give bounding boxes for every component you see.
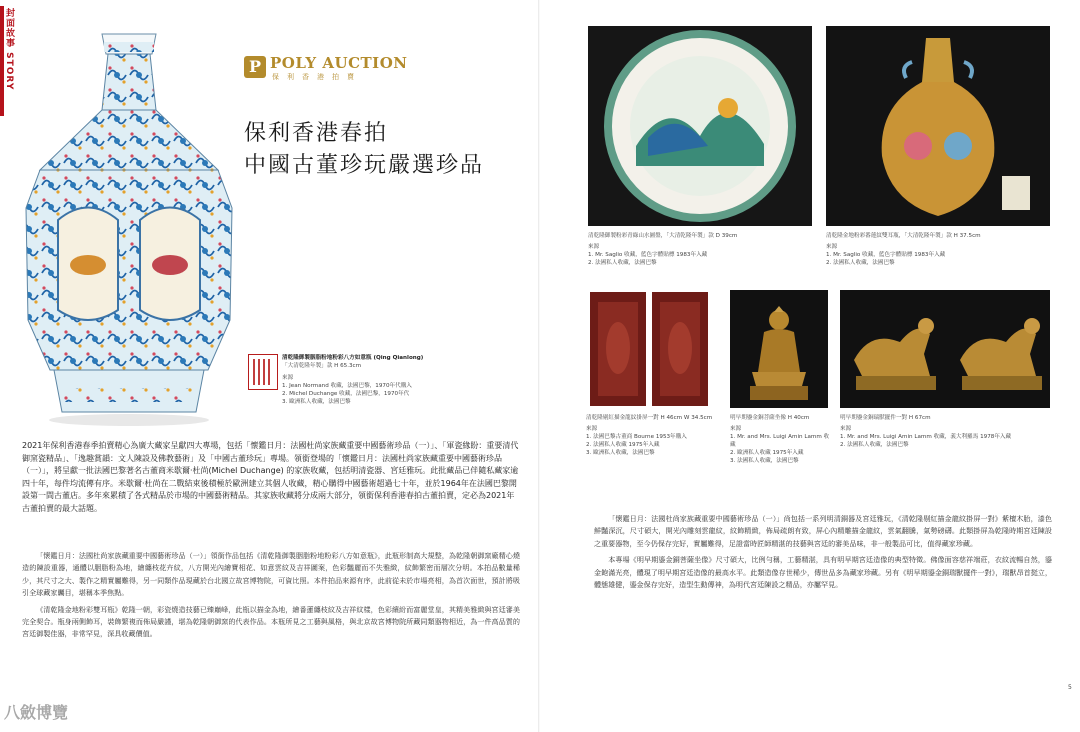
main-vase-caption (282, 354, 494, 406)
logo-subtitle: 保利香港拍賣 (272, 73, 362, 81)
gold-vase-caption-provenance: 來源 1. Mr. Saglio 收藏，藍色字體貼標 1983年入藏 2. 法國私人收藏，法國巴黎 (826, 244, 946, 266)
right-page (540, 0, 1080, 732)
gold-vase-caption (826, 232, 1050, 267)
gold-vase-photo (826, 26, 1050, 226)
seal-pattern (253, 359, 273, 385)
gilt-beasts-caption-provenance: 來源 1. Mr. and Mrs. Luigi Amin Lamm 收藏，義大利羅馬 1978年入藏 2. 法國私人收藏，法國巴黎 (840, 426, 1012, 448)
right-paragraph-1: 「懷鑑日月：法國杜尚家族藏重要中國藝術珍品（一）」尚包括一系列明清銅器及宮廷雅玩，《清乾隆剔紅描金龍紋掛屏一對》紫檀木胎，漆色鮮豔深沉，尺寸碩大，開光內雕刻雲龍紋，紋飾精緻，佈局疏朗有致，屏心內精雕描金龍紋，雲氣翻騰，氣勢磅礴。此類掛屏為乾隆時期宮廷陳設之重要器物，至今仍保存完好，實屬難得，足證當時匠師精湛的技藝與宮廷的審美品味，非一般製品可比，值得藏家珍藏。 (594, 514, 1052, 548)
lacquer-panels-caption-title: 清乾隆剔紅描金龍紋掛屏一對 H 46cm W 34.5cm (586, 415, 712, 421)
article-headline (244, 118, 524, 182)
intro-paragraph: 2021年保利香港春季拍賣精心為廣大藏家呈獻四大專場，包括「懷鑑日月：法國杜尚家族藏重要中國藝術珍品（一）」、「軍瓷緣盼：重要清代御窯瓷精品」、「逸趣賞韻：文人陳設及佛教藝術」及「中國古董珍玩」專場。領銜登場的「懷鑑日月：法國杜尚家族藏重要中國藝術珍品（一）」，將呈獻一批法國巴黎著名古董商米歇爾·杜尚(Michel Duchange) 的家族收藏，包括明清瓷器、宮廷雅玩。此批藏品已伴隨私藏家逾四十年，每件均流傳有序。米歇爾·杜尚在二戰結束後積極於歐洲建立其個人收藏，精心購得中國藝術超過七十年，並於1964年在法國巴黎開設第一間古董店。多年來累積了各式精品於市場的中國藝術精品。其家族收藏將分成兩大部分，領銜保利香港春拍古董拍賣，定必為2021年古董拍賣的最大話題。 (22, 441, 519, 513)
right-body-text (594, 513, 1052, 595)
page-number: 5 (1068, 684, 1072, 691)
left-body-text (22, 550, 520, 645)
main-vase-photo (18, 20, 240, 438)
main-vase-provenance-label: 來源 (282, 375, 294, 381)
right-paragraph-2: 本專場《明早期鎏金銅菩薩坐像》尺寸碩大，比例勻稱，工藝精湛，具有明早期宮廷造像的典型特徵。佛像面容慈祥端莊，衣紋流暢自然，鎏金飽滿光亮，體現了明早期宮廷造像的最高水平。此類造像存世稀少，傳世品多為藏家珍藏。另有《明早期鎏金銅瑞獸擺件一對》，瑞獸昂首挺立，體態雄健，鎏金保存完好，造型生動傳神，為明代宮廷陳設之精品，亦屬罕見。 (594, 555, 1052, 590)
logo-mark: P (244, 56, 266, 78)
left-paragraph-1: 「懷鑑日月：法國杜尚家族藏重要中國藝術珍品（一）」領銜作品包括《清乾隆御製胭脂粉地粉彩八方如意瓶》，此瓶形制高大規整，為乾隆朝御窯廠精心燒造的陳設重器，通體以胭脂粉為地，繪纏枝花卉紋，八方開光內繪寶相花、如意雲紋及吉祥圖案，色彩豔麗而不失雅緻，紋飾繁密而層次分明。本拍品數量稀少，其尺寸之大、製作之精實屬難得，另一同類作品現藏於台北國立故宮博物院，可資比照。本件拍品來源有序，此前從未於市場亮相，為首次面世，預計將吸引全球藏家矚目，堪稱本季焦點。 (22, 551, 520, 598)
gilt-beasts-caption (840, 414, 1050, 449)
column-tab-label: 封面故事 STORY (4, 8, 14, 91)
logo-name: POLY AUCTION (270, 54, 408, 72)
gold-vase-caption-title: 清乾隆金地粉彩番蓮紋雙耳瓶，「大清乾隆年製」款 H 37.5cm (826, 233, 981, 239)
main-vase-provenance-3: 3. 歐洲私人收藏，法國巴黎 (282, 399, 351, 405)
plate-caption-title: 清乾隆御製粉彩青綠山水圖盤，「大清乾隆年製」款 D 39cm (588, 233, 738, 239)
plate-caption-provenance: 來源 1. Mr. Saglio 收藏，藍色字體貼標 1983年入藏 2. 法國私人收藏，法國巴黎 (588, 244, 708, 266)
poly-auction-logo (244, 54, 408, 84)
plate-caption (588, 232, 812, 267)
left-paragraph-2: 《清乾隆金地粉彩雙耳瓶》乾隆一朝，彩瓷燒造技藝已臻巔峰，此瓶以描金為地，繪番蓮纏枝紋及吉祥紋樣，色彩繽紛而富麗堂皇，其精美雅緻與宮廷審美完全契合。瓶身兩側飾耳，裝飾繁複而佈局嚴謹，堪為乾隆朝御窯的代表作品。本瓶所見之工藝與風格，與北京故宮博物院所藏同類器物相近，為一件高品質的宮廷御製佳器，非常罕見，深具收藏價值。 (22, 604, 520, 639)
reign-mark-image (248, 354, 278, 390)
watermark: 八斂博覽 (4, 703, 69, 722)
lacquer-panels-photo (586, 290, 712, 408)
bodhisattva-caption (730, 414, 832, 465)
main-vase-provenance-2: 2. Michel Duchange 收藏，法國巴黎，1970年代 (282, 391, 410, 397)
gilt-beasts-photo (840, 290, 1050, 408)
column-tab (0, 6, 14, 116)
lacquer-panels-caption-provenance: 來源 1. 法國巴黎古董商 Bourne 1953年購入 2. 法國私人收藏 1975年入藏 3. 歐洲私人收藏，法國巴黎 (586, 426, 687, 456)
lacquer-panels-caption (586, 414, 712, 457)
bodhisattva-caption-title: 明早期鎏金銅菩薩坐像 H 40cm (730, 415, 810, 421)
gilt-beasts-caption-title: 明早期鎏金銅瑞獸擺件一對 H 67cm (840, 415, 931, 421)
main-vase-provenance-1: 1. Jean Normand 收藏，法國巴黎，1970年代購入 (282, 383, 412, 389)
plate-photo (588, 26, 812, 226)
bodhisattva-caption-provenance: 來源 1. Mr. and Mrs. Luigi Amin Lamm 收藏 2. 歐洲私人收藏 1975年入藏 3. 法國私人收藏，法國巴黎 (730, 426, 830, 464)
headline-line-2: 中國古董珍玩嚴選珍品 (244, 153, 485, 178)
main-vase-mark: 「大清乾隆年製」款 H 65.3cm (282, 363, 362, 369)
headline-line-1: 保利香港春拍 (244, 121, 389, 146)
bodhisattva-photo (730, 290, 828, 408)
main-vase-title: 清乾隆御製胭脂粉地粉彩八方如意瓶 (Qing Qianlong) (282, 355, 424, 361)
